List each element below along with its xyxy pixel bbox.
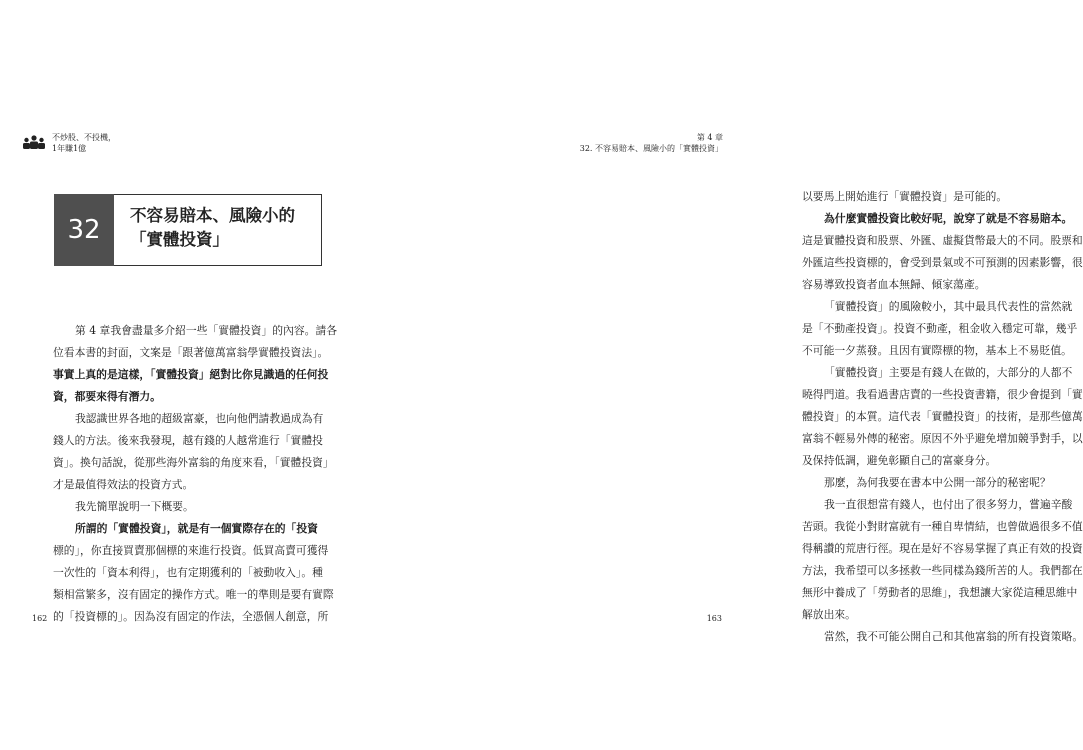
text-line: 那麼，為何我要在書本中公開一部分的秘密呢？ [824, 476, 1051, 489]
text-line: 我認識世界各地的超級富豪，也向他們請教過成為有 [75, 412, 324, 425]
text-line: 是「不動產投資」。投資不動產，租金收入穩定可靠，幾乎 [802, 322, 1078, 335]
text-line: 當然，我不可能公開自己和其他富翁的所有投資策略。 [824, 630, 1083, 643]
text-line: 解放出來。 [802, 608, 856, 621]
text-line: 富翁不輕易外傳的秘密。原因不外乎避免增加競爭對手，以 [802, 432, 1083, 445]
text-line: 「實體投資」主要是有錢人在做的，大部分的人都不 [824, 366, 1073, 379]
chapter-heading [54, 194, 322, 266]
running-head-line: 不炒股、不投機， [52, 133, 116, 142]
text-line: 體投資」的本質。這代表「實體投資」的技術，是那些億萬 [802, 410, 1083, 423]
text-line: 以要馬上開始進行「實體投資」是可能的。 [802, 190, 1008, 203]
running-head-left [22, 132, 116, 154]
text-line: 標的」，你直接買賣那個標的來進行投資。低買高賣可獲得 [53, 544, 329, 557]
chapter-title-line: 「實體投資」 [130, 230, 229, 249]
text-line: 資」。換句話說，從那些海外富翁的角度來看，「實體投資」 [53, 456, 334, 469]
text-line: 為什麼實體投資比較好呢，說穿了就是不容易賠本。 [824, 212, 1073, 225]
body-text-right [802, 186, 1083, 648]
running-head-line: 1年賺1億 [52, 144, 87, 153]
text-line: 一次性的「資本利得」，也有定期獲利的「被動收入」。種 [53, 566, 323, 579]
text-line: 外匯這些投資標的，會受到景氣或不可預測的因素影響，很 [802, 256, 1083, 269]
text-line: 事實上真的是這樣，「實體投資」絕對比你見識過的任何投 [53, 368, 329, 381]
text-line: 才是最值得效法的投資方式。 [53, 478, 194, 491]
text-line: 的「投資標的」。因為沒有固定的作法，全憑個人創意，所 [53, 610, 329, 623]
text-line: 類相當繁多，沒有固定的操作方式。唯一的準則是要有實際 [53, 588, 334, 601]
text-line: 錢人的方法。後來我發現，越有錢的人越常進行「實體投 [53, 434, 323, 447]
chapter-title-line: 不容易賠本、風險小的 [130, 206, 295, 225]
text-line: 第 4 章我會盡量多介紹一些「實體投資」的內容。請各 [75, 324, 338, 337]
text-line: 及保持低調，避免彰顯自己的富豪身分。 [802, 454, 997, 467]
page-number-right: 163 [706, 614, 722, 623]
text-line: 所謂的「實體投資」，就是有一個實際存在的「投資 [75, 522, 318, 535]
running-head-line: 第 4 章 [696, 133, 723, 142]
text-line: 曉得門道。我看過書店賣的一些投資書籍，很少會提到「實 [802, 388, 1083, 401]
chapter-number: 32 [54, 194, 114, 266]
text-line: 容易導致投資者血本無歸、傾家蕩產。 [802, 278, 986, 291]
text-line: 得稱讚的荒唐行徑。現在是好不容易掌握了真正有效的投資 [802, 542, 1083, 555]
right-page [375, 0, 1083, 750]
text-line: 不可能一夕蒸發。且因有實際標的物，基本上不易貶值。 [802, 344, 1072, 357]
running-head-right [580, 132, 723, 154]
people-group-logo-icon [22, 134, 46, 150]
left-page [0, 0, 375, 750]
page-number-left: 162 [32, 614, 48, 623]
text-line: 位看本書的封面，文案是「跟著億萬富翁學實體投資法」。 [53, 346, 329, 359]
text-line: 我先簡單說明一下概要。 [75, 500, 194, 513]
running-head-left-text [52, 132, 116, 154]
text-line: 「實體投資」的風險較小，其中最具代表性的當然就 [824, 300, 1073, 313]
text-line: 方法，我希望可以多拯救一些同樣為錢所苦的人。我們都在 [802, 564, 1083, 577]
chapter-title [114, 194, 322, 266]
text-line: 資，都要來得有潛力。 [53, 390, 161, 403]
body-text-left [53, 320, 338, 628]
text-line: 苦頭。我從小對財富就有一種自卑情結，也曾做過很多不值 [802, 520, 1083, 533]
text-line: 這是實體投資和股票、外匯、虛擬貨幣最大的不同。股票和 [802, 234, 1083, 247]
running-head-line: 32. 不容易賠本、風險小的「實體投資」 [579, 144, 723, 153]
text-line: 無形中養成了「勞動者的思維」，我想讓大家從這種思維中 [802, 586, 1078, 599]
text-line: 我一直很想當有錢人，也付出了很多努力，嘗遍辛酸 [824, 498, 1073, 511]
